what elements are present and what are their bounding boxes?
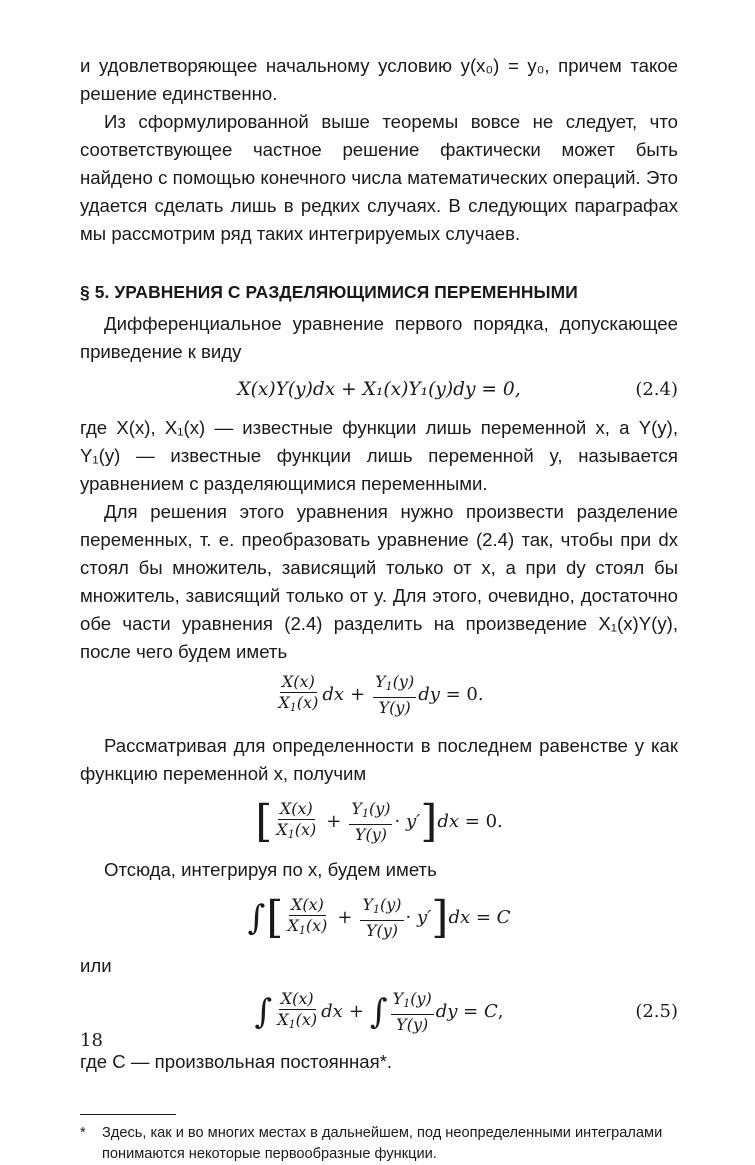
section-heading: § 5. УРАВНЕНИЯ С РАЗДЕЛЯЮЩИМИСЯ ПЕРЕМЕННЫМИ (80, 282, 578, 302)
equation-integral: ∫ [ $\frac{X(x)}{X_1(x)}$ + $\frac{Y_1(y)}{Y(y)}$ · y′ ] dx = C (247, 892, 511, 943)
paragraph-solution-method: Для решения этого уравнения нужно произвести разделение переменных, т. е. преобразовать уравнение (2.4) так, чтобы при dx стоял бы множитель, зависящий только от x, а при dy стоял бы множитель, зависящий только от y. Для этого, очевидно, достаточно обе части уравнения (2.4) разделить на произведение X₁(x)Y(y), после чего будем иметь (80, 501, 678, 662)
fraction-x: $\frac{X(x)}{X_1(x)}$ (278, 672, 319, 714)
paragraph-constant: где C — произвольная постоянная*. (80, 1051, 393, 1072)
equation-2-5-number: (2.5) (635, 1001, 678, 1022)
paragraph-theorem-remark: Из сформулированной выше теоремы вовсе не следует, что соответствующее частное решение фактически может быть найдено с помощью конечного числа математических операций. Это удается сделать лишь в редких случаях. В следующих параграфах мы рассмотрим ряд таких интегрируемых случаев. (80, 111, 678, 244)
paragraph-continuation: и удовлетворяющее начальному условию y(x₀) = y₀, причем такое решение единственно. (80, 55, 678, 104)
footnote-mark: * (80, 1125, 86, 1141)
paragraph-where: где X(x), X₁(x) — известные функции лишь переменной x, а Y(y), Y₁(y) — известные функции лишь переменной y, называется уравнением с разделяющимися переменными. (80, 417, 678, 494)
equation-bracketed: [ $\frac{X(x)}{X_1(x)}$ + $\frac{Y_1(y)}{Y(y)}$ · y′ ] dx = 0. (255, 796, 503, 847)
footnote (80, 1123, 678, 1165)
equation-2-4-body: X(x)Y(y)dx + X₁(x)Y₁(y)dy = 0, (237, 379, 521, 400)
equation-2-5 (80, 980, 678, 1044)
equation-separated: $\frac{X(x)}{X_1(x)}$ dx + $\frac{Y_1(y)}{Y(y)}$ dy = 0. (278, 672, 484, 717)
fraction-y: $\frac{Y_1(y)}{Y(y)}$ (375, 672, 415, 717)
paragraph-considering: Рассматривая для определенности в последнем равенстве y как функцию переменной x, получим (80, 735, 678, 784)
equation-2-5-body: ∫ $\frac{X(x)}{X_1(x)}$ dx + ∫ $\frac{Y_1(y)}{Y(y)}$ dy = C , (254, 989, 504, 1034)
paragraph-integrating: Отсюда, интегрируя по x, будем иметь (104, 859, 437, 880)
footnote-divider (80, 1114, 176, 1115)
paragraph-or: или (80, 955, 112, 976)
equation-2-4-number: (2.4) (635, 379, 678, 400)
page-body (80, 52, 678, 1165)
page-number: 18 (80, 1030, 103, 1051)
equation-2-4 (80, 366, 678, 414)
footnote-text: Здесь, как и во многих местах в дальнейшем, под неопределенными интегралами понимаются некоторые первообразные функции. (102, 1125, 663, 1162)
paragraph-definition: Дифференциальное уравнение первого порядка, допускающее приведение к виду (80, 313, 678, 362)
